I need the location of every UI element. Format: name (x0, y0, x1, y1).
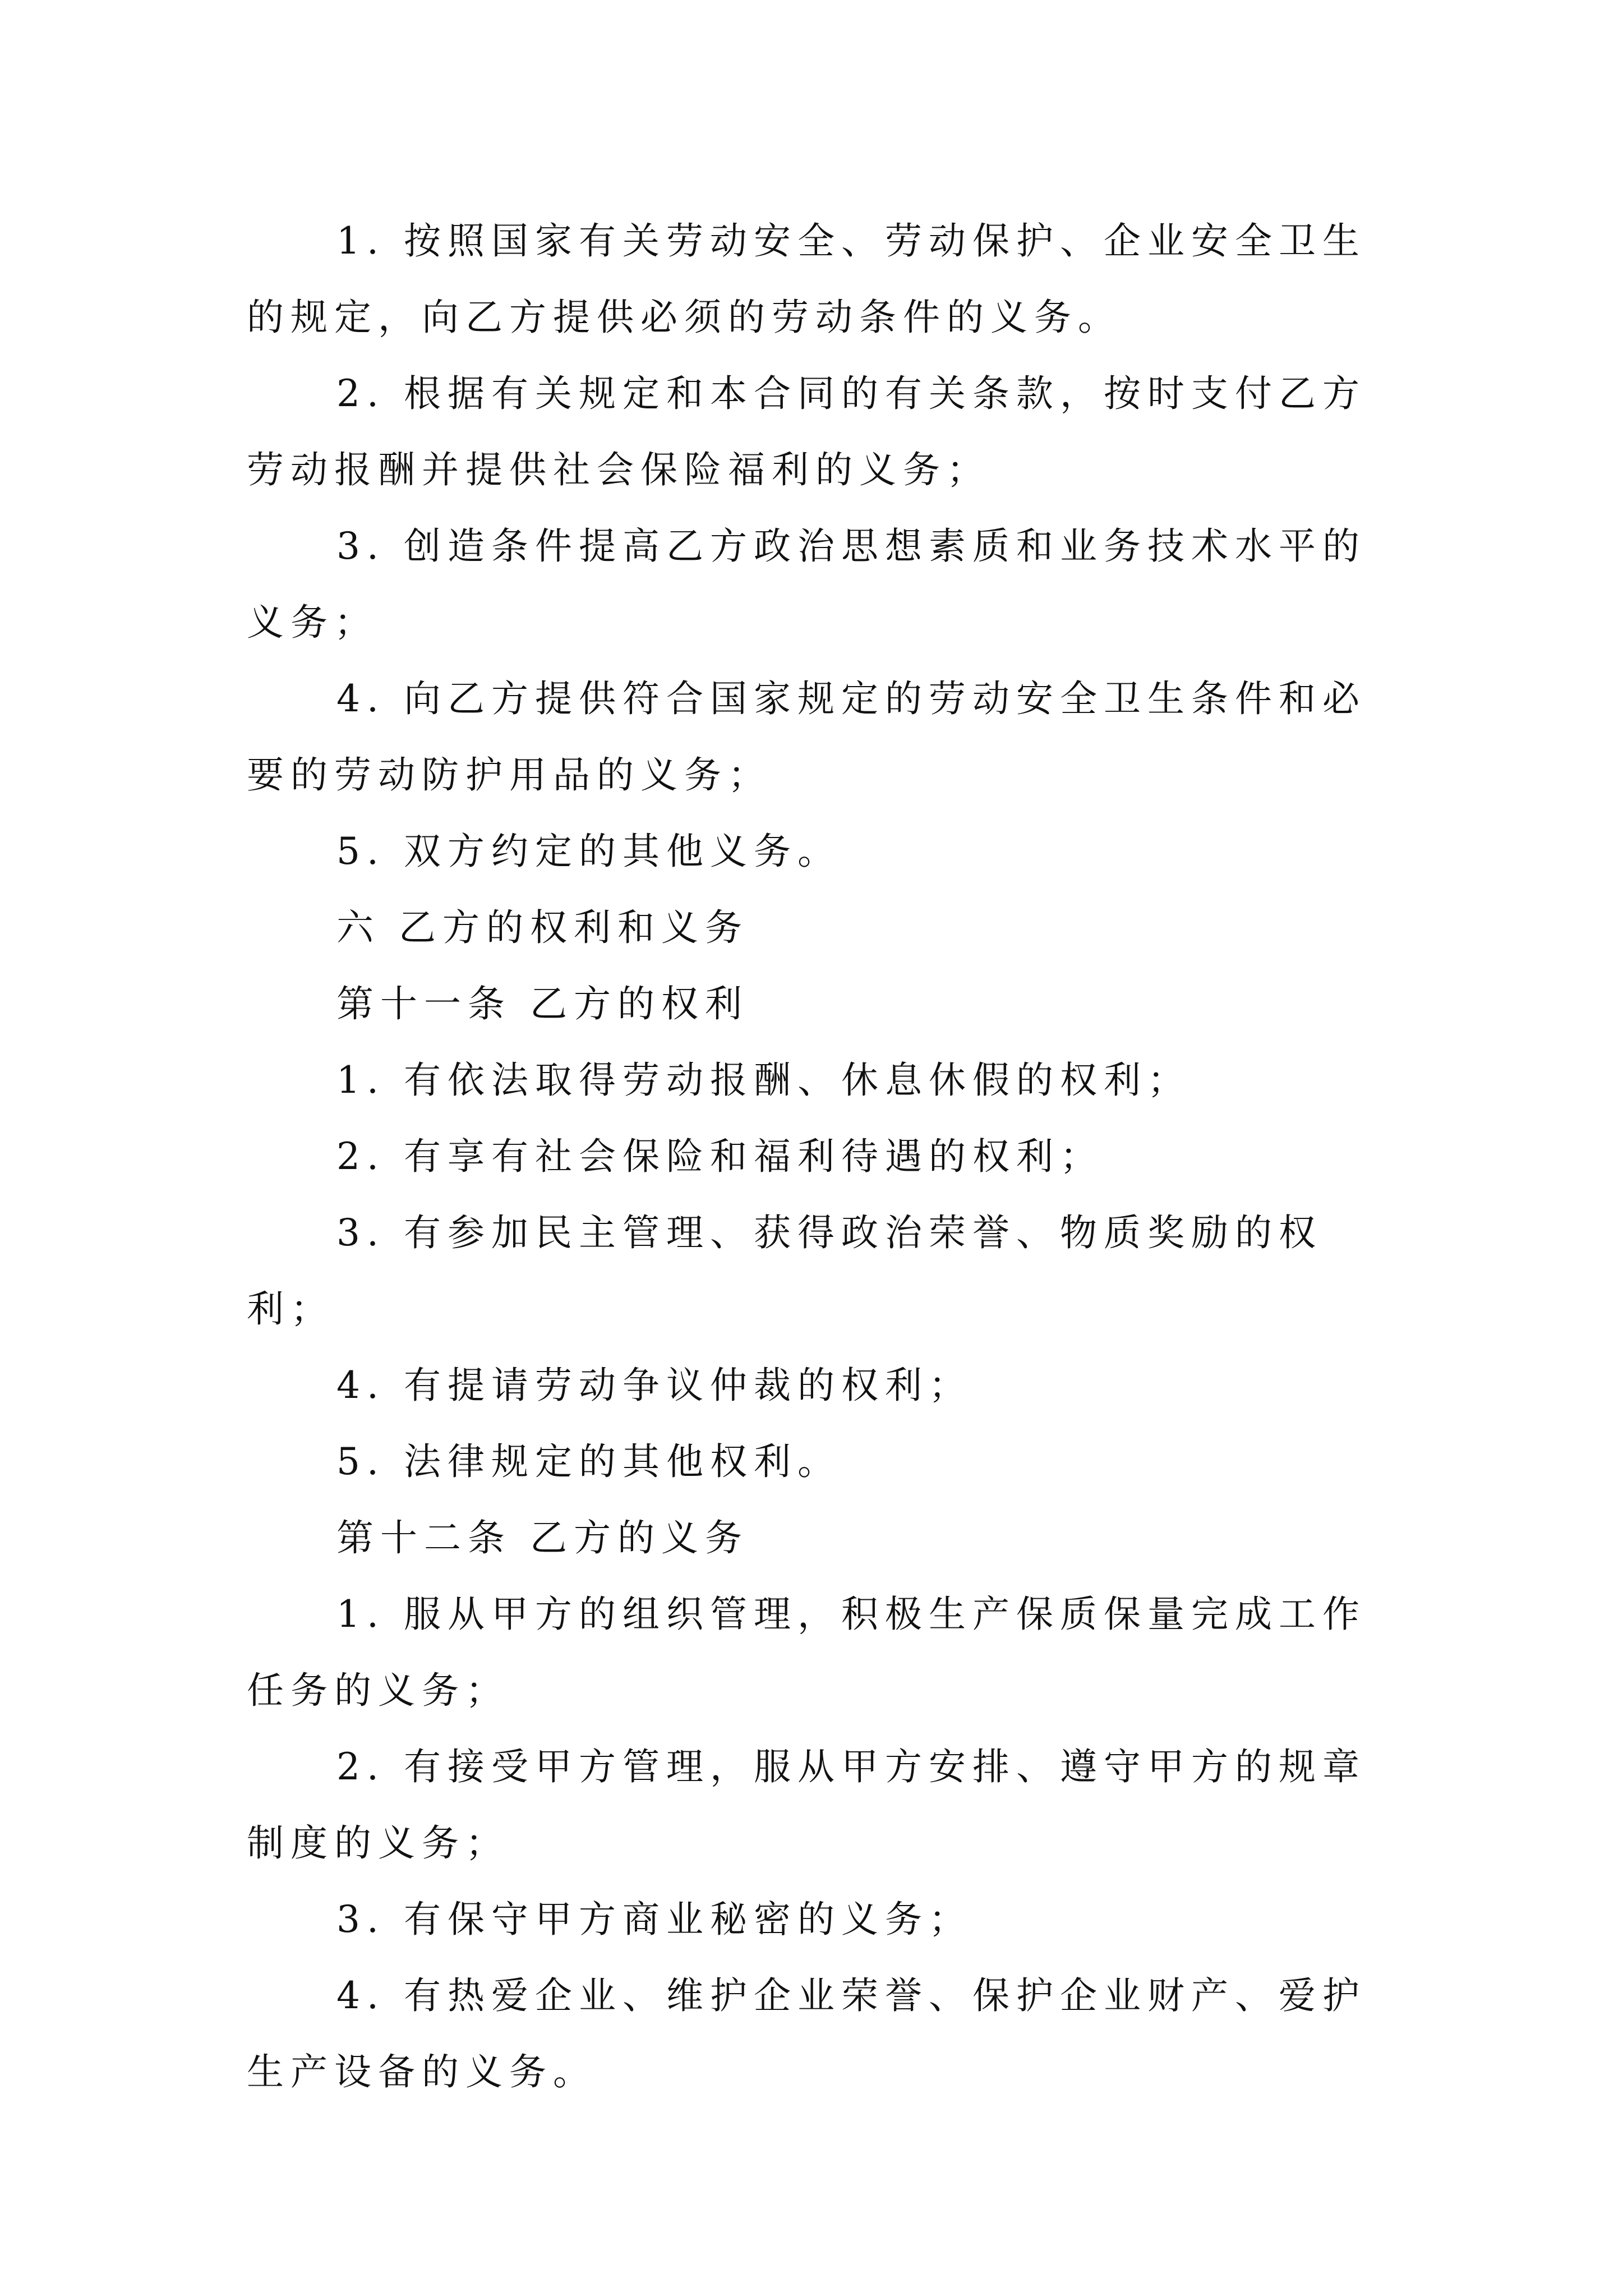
article-11-heading: 第十一条 乙方的权利 (336, 982, 749, 1025)
document-body (247, 203, 1396, 2110)
paragraph-employer-duty-3: 3. 创造条件提高乙方政治思想素质和业务技术水平的义务； (247, 524, 1366, 644)
paragraph-employee-right-4: 4. 有提请劳动争议仲裁的权利； (336, 1364, 972, 1407)
paragraph-employer-duty-5: 5. 双方约定的其他义务。 (336, 830, 841, 873)
paragraph-employer-duty-1: 1. 按照国家有关劳动安全、劳动保护、企业安全卫生的规定，向乙方提供必须的劳动条件的义务。 (247, 219, 1366, 339)
paragraph-employee-right-5: 5. 法律规定的其他权利。 (336, 1440, 841, 1483)
paragraph-employee-duty-1: 1. 服从甲方的组织管理，积极生产保质保量完成工作任务的义务； (247, 1593, 1366, 1712)
paragraph-employee-right-1: 1. 有依法取得劳动报酬、休息休假的权利； (336, 1059, 1191, 1102)
paragraph-employer-duty-2: 2. 根据有关规定和本合同的有关条款，按时支付乙方劳动报酬并提供社会保险福利的义务； (247, 372, 1366, 491)
paragraph-employee-duty-4: 4. 有热爱企业、维护企业荣誉、保护企业财产、爱护生产设备的义务。 (247, 1974, 1366, 2093)
paragraph-employee-duty-3: 3. 有保守甲方商业秘密的义务； (336, 1898, 972, 1941)
article-12-heading: 第十二条 乙方的义务 (336, 1516, 749, 1559)
paragraph-employer-duty-4: 4. 向乙方提供符合国家规定的劳动安全卫生条件和必要的劳动防护用品的义务； (247, 677, 1366, 797)
paragraph-employee-right-3: 3. 有参加民主管理、获得政治荣誉、物质奖励的权利； (247, 1211, 1322, 1331)
paragraph-employee-right-2: 2. 有享有社会保险和福利待遇的权利； (336, 1135, 1104, 1178)
section-heading-six: 六 乙方的权利和义务 (336, 906, 749, 949)
paragraph-employee-duty-2: 2. 有接受甲方管理，服从甲方安排、遵守甲方的规章制度的义务； (247, 1745, 1366, 1865)
